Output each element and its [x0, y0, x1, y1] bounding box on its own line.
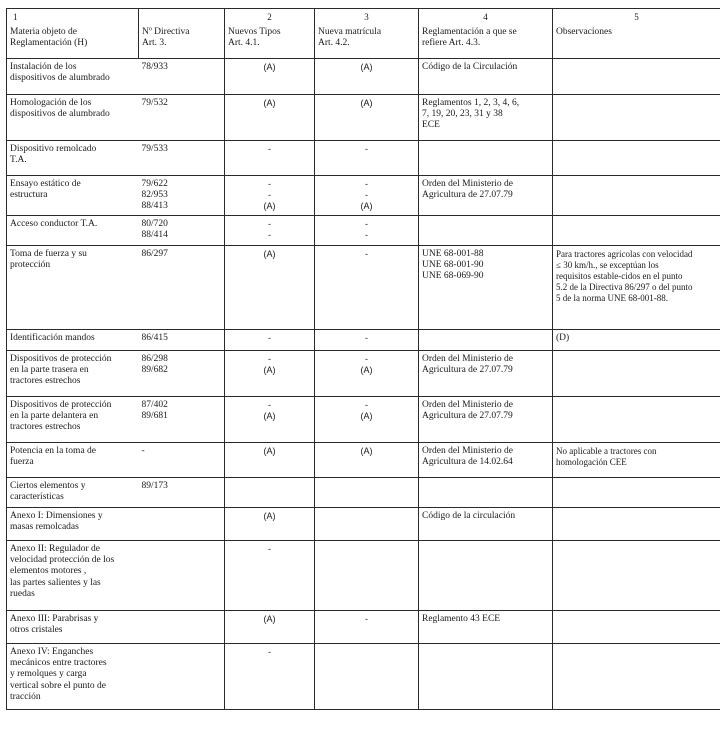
- header-nueva-matricula-label: Nueva matrícula Art. 4.2.: [318, 27, 382, 49]
- cell-nuevos-tipos: - - (A): [225, 176, 315, 216]
- cell-reglamentacion: [419, 330, 553, 351]
- cell-nuevos-tipos: [225, 478, 315, 508]
- table-row: [7, 216, 720, 246]
- cell-materia: Anexo I: Dimensiones y masas remolcadas: [7, 508, 139, 541]
- header-observaciones: [553, 9, 720, 59]
- cell-observaciones: [553, 541, 720, 611]
- header-directiva-label: Nº Directiva Art. 3.: [142, 27, 190, 49]
- column-number-1: 1: [13, 12, 18, 22]
- cell-materia: Acceso conductor T.A.: [7, 216, 139, 246]
- cell-materia: Dispositivos de protección en la parte delantera en tractores estrechos: [7, 397, 139, 443]
- cell-directiva: 86/297: [139, 246, 225, 330]
- cell-directiva: [139, 644, 225, 710]
- cell-nuevos-tipos: (A): [225, 95, 315, 141]
- cell-materia: Anexo II: Regulador de velocidad protección de los elementos motores , las partes salientes y las ruedas: [7, 541, 139, 611]
- cell-directiva: 80/720 88/414: [139, 216, 225, 246]
- cell-nueva-matricula: -: [315, 330, 419, 351]
- cell-observaciones: [553, 95, 720, 141]
- cell-reglamentacion: [419, 541, 553, 611]
- cell-directiva: 79/622 82/953 88/413: [139, 176, 225, 216]
- cell-nuevos-tipos: (A): [225, 443, 315, 478]
- cell-nuevos-tipos: -: [225, 141, 315, 176]
- cell-directiva: -: [139, 443, 225, 478]
- cell-reglamentacion: [419, 141, 553, 176]
- header-nuevos-tipos: [225, 9, 315, 59]
- table-row: [7, 351, 720, 397]
- cell-materia: Anexo III: Parabrisas y otros cristales: [7, 611, 139, 644]
- table-row: [7, 443, 720, 478]
- cell-nuevos-tipos: - -: [225, 216, 315, 246]
- table-row: [7, 141, 720, 176]
- header-reglamentacion-label: Reglamentación a que se refiere Art. 4.3.: [422, 27, 517, 49]
- cell-directiva: [139, 508, 225, 541]
- cell-reglamentacion: Código de la circulación: [419, 508, 553, 541]
- cell-nuevos-tipos: (A): [225, 508, 315, 541]
- regulation-table: [6, 8, 720, 710]
- table-row: [7, 95, 720, 141]
- cell-nueva-matricula: (A): [315, 95, 419, 141]
- cell-materia: Anexo IV: Enganches mecánicos entre tractores y remolques y carga vertical sobre el punto de tracción: [7, 644, 139, 710]
- cell-observaciones: [553, 141, 720, 176]
- cell-nueva-matricula: - -: [315, 216, 419, 246]
- cell-materia: Identificación mandos: [7, 330, 139, 351]
- header-nueva-matricula: [315, 9, 419, 59]
- cell-directiva: [139, 541, 225, 611]
- cell-nueva-matricula: - (A): [315, 397, 419, 443]
- cell-nueva-matricula: - (A): [315, 351, 419, 397]
- cell-materia: Ensayo estático de estructura: [7, 176, 139, 216]
- cell-reglamentacion: Orden del Ministerio de Agricultura de 27.07.79: [419, 176, 553, 216]
- cell-directiva: 87/402 89/681: [139, 397, 225, 443]
- cell-nueva-matricula: [315, 644, 419, 710]
- cell-nueva-matricula: -: [315, 141, 419, 176]
- cell-directiva: 79/533: [139, 141, 225, 176]
- cell-reglamentacion: Reglamento 43 ECE: [419, 611, 553, 644]
- table-row: [7, 611, 720, 644]
- cell-directiva: 78/933: [139, 59, 225, 95]
- column-number-3: 3: [364, 12, 369, 22]
- cell-reglamentacion: Orden del Ministerio de Agricultura de 27.07.79: [419, 351, 553, 397]
- cell-observaciones: [553, 644, 720, 710]
- cell-nuevos-tipos: -: [225, 644, 315, 710]
- cell-observaciones: [553, 508, 720, 541]
- table-row: [7, 644, 720, 710]
- cell-observaciones: No aplicable a tractores con homologación CEE: [553, 443, 720, 478]
- cell-materia: Instalación de los dispositivos de alumbrado: [7, 59, 139, 95]
- table-row: [7, 330, 720, 351]
- cell-directiva: [139, 611, 225, 644]
- cell-nueva-matricula: [315, 478, 419, 508]
- cell-reglamentacion: [419, 216, 553, 246]
- cell-observaciones: [553, 176, 720, 216]
- cell-directiva: 89/173: [139, 478, 225, 508]
- header-row: [7, 9, 720, 59]
- table-row: [7, 508, 720, 541]
- cell-materia: Ciertos elementos y características: [7, 478, 139, 508]
- cell-observaciones: [553, 397, 720, 443]
- cell-observaciones: [553, 351, 720, 397]
- cell-reglamentacion: Código de la Circulación: [419, 59, 553, 95]
- cell-directiva: 79/532: [139, 95, 225, 141]
- cell-nuevos-tipos: -: [225, 541, 315, 611]
- cell-nuevos-tipos: (A): [225, 611, 315, 644]
- cell-reglamentacion: [419, 644, 553, 710]
- header-nuevos-tipos-label: Nuevos Tipos Art. 4.1.: [228, 27, 281, 49]
- cell-reglamentacion: [419, 478, 553, 508]
- table-row: [7, 397, 720, 443]
- cell-materia: Toma de fuerza y su protección: [7, 246, 139, 330]
- cell-observaciones: [553, 216, 720, 246]
- cell-reglamentacion: Orden del Ministerio de Agricultura de 27.07.79: [419, 397, 553, 443]
- cell-observaciones: [553, 611, 720, 644]
- cell-reglamentacion: Reglamentos 1, 2, 3, 4, 6, 7, 19, 20, 23, 31 y 38 ECE: [419, 95, 553, 141]
- cell-observaciones: [553, 59, 720, 95]
- cell-nuevos-tipos: (A): [225, 246, 315, 330]
- header-directiva: [139, 9, 225, 59]
- table-row: [7, 541, 720, 611]
- cell-nuevos-tipos: -: [225, 330, 315, 351]
- column-number-5: 5: [634, 12, 639, 22]
- cell-nueva-matricula: -: [315, 246, 419, 330]
- cell-nueva-matricula: -: [315, 611, 419, 644]
- cell-materia: Homologación de los dispositivos de alumbrado: [7, 95, 139, 141]
- table-row: [7, 59, 720, 95]
- cell-nueva-matricula: - - (A): [315, 176, 419, 216]
- cell-reglamentacion: Orden del Ministerio de Agricultura de 14.02.64: [419, 443, 553, 478]
- column-number-4: 4: [483, 12, 488, 22]
- cell-materia: Dispositivo remolcado T.A.: [7, 141, 139, 176]
- cell-nuevos-tipos: - (A): [225, 397, 315, 443]
- header-materia: [7, 9, 139, 59]
- cell-nueva-matricula: (A): [315, 59, 419, 95]
- cell-directiva: 86/415: [139, 330, 225, 351]
- table-row: [7, 246, 720, 330]
- cell-observaciones: Para tractores agrícolas con velocidad ≤ 30 km/h., se exceptúan los requisitos estable-cidos en el punto 5.2 de la Directiva 86/297 o del punto 5 de la norma UNE 68-001-88.: [553, 246, 720, 330]
- cell-directiva: 86/298 89/682: [139, 351, 225, 397]
- cell-nueva-matricula: [315, 541, 419, 611]
- cell-reglamentacion: UNE 68-001-88 UNE 68-001-90 UNE 68-069-90: [419, 246, 553, 330]
- cell-nuevos-tipos: - (A): [225, 351, 315, 397]
- table-row: [7, 478, 720, 508]
- header-materia-label: Materia objeto de Reglamentación (H): [10, 27, 88, 49]
- table-row: [7, 176, 720, 216]
- cell-nuevos-tipos: (A): [225, 59, 315, 95]
- cell-materia: Potencia en la toma de fuerza: [7, 443, 139, 478]
- cell-observaciones: (D): [553, 330, 720, 351]
- cell-materia: Dispositivos de protección en la parte trasera en tractores estrechos: [7, 351, 139, 397]
- cell-nueva-matricula: [315, 508, 419, 541]
- cell-nueva-matricula: (A): [315, 443, 419, 478]
- column-number-2: 2: [267, 12, 272, 22]
- header-observaciones-label: Observaciones: [556, 27, 612, 38]
- cell-observaciones: [553, 478, 720, 508]
- header-reglamentacion: [419, 9, 553, 59]
